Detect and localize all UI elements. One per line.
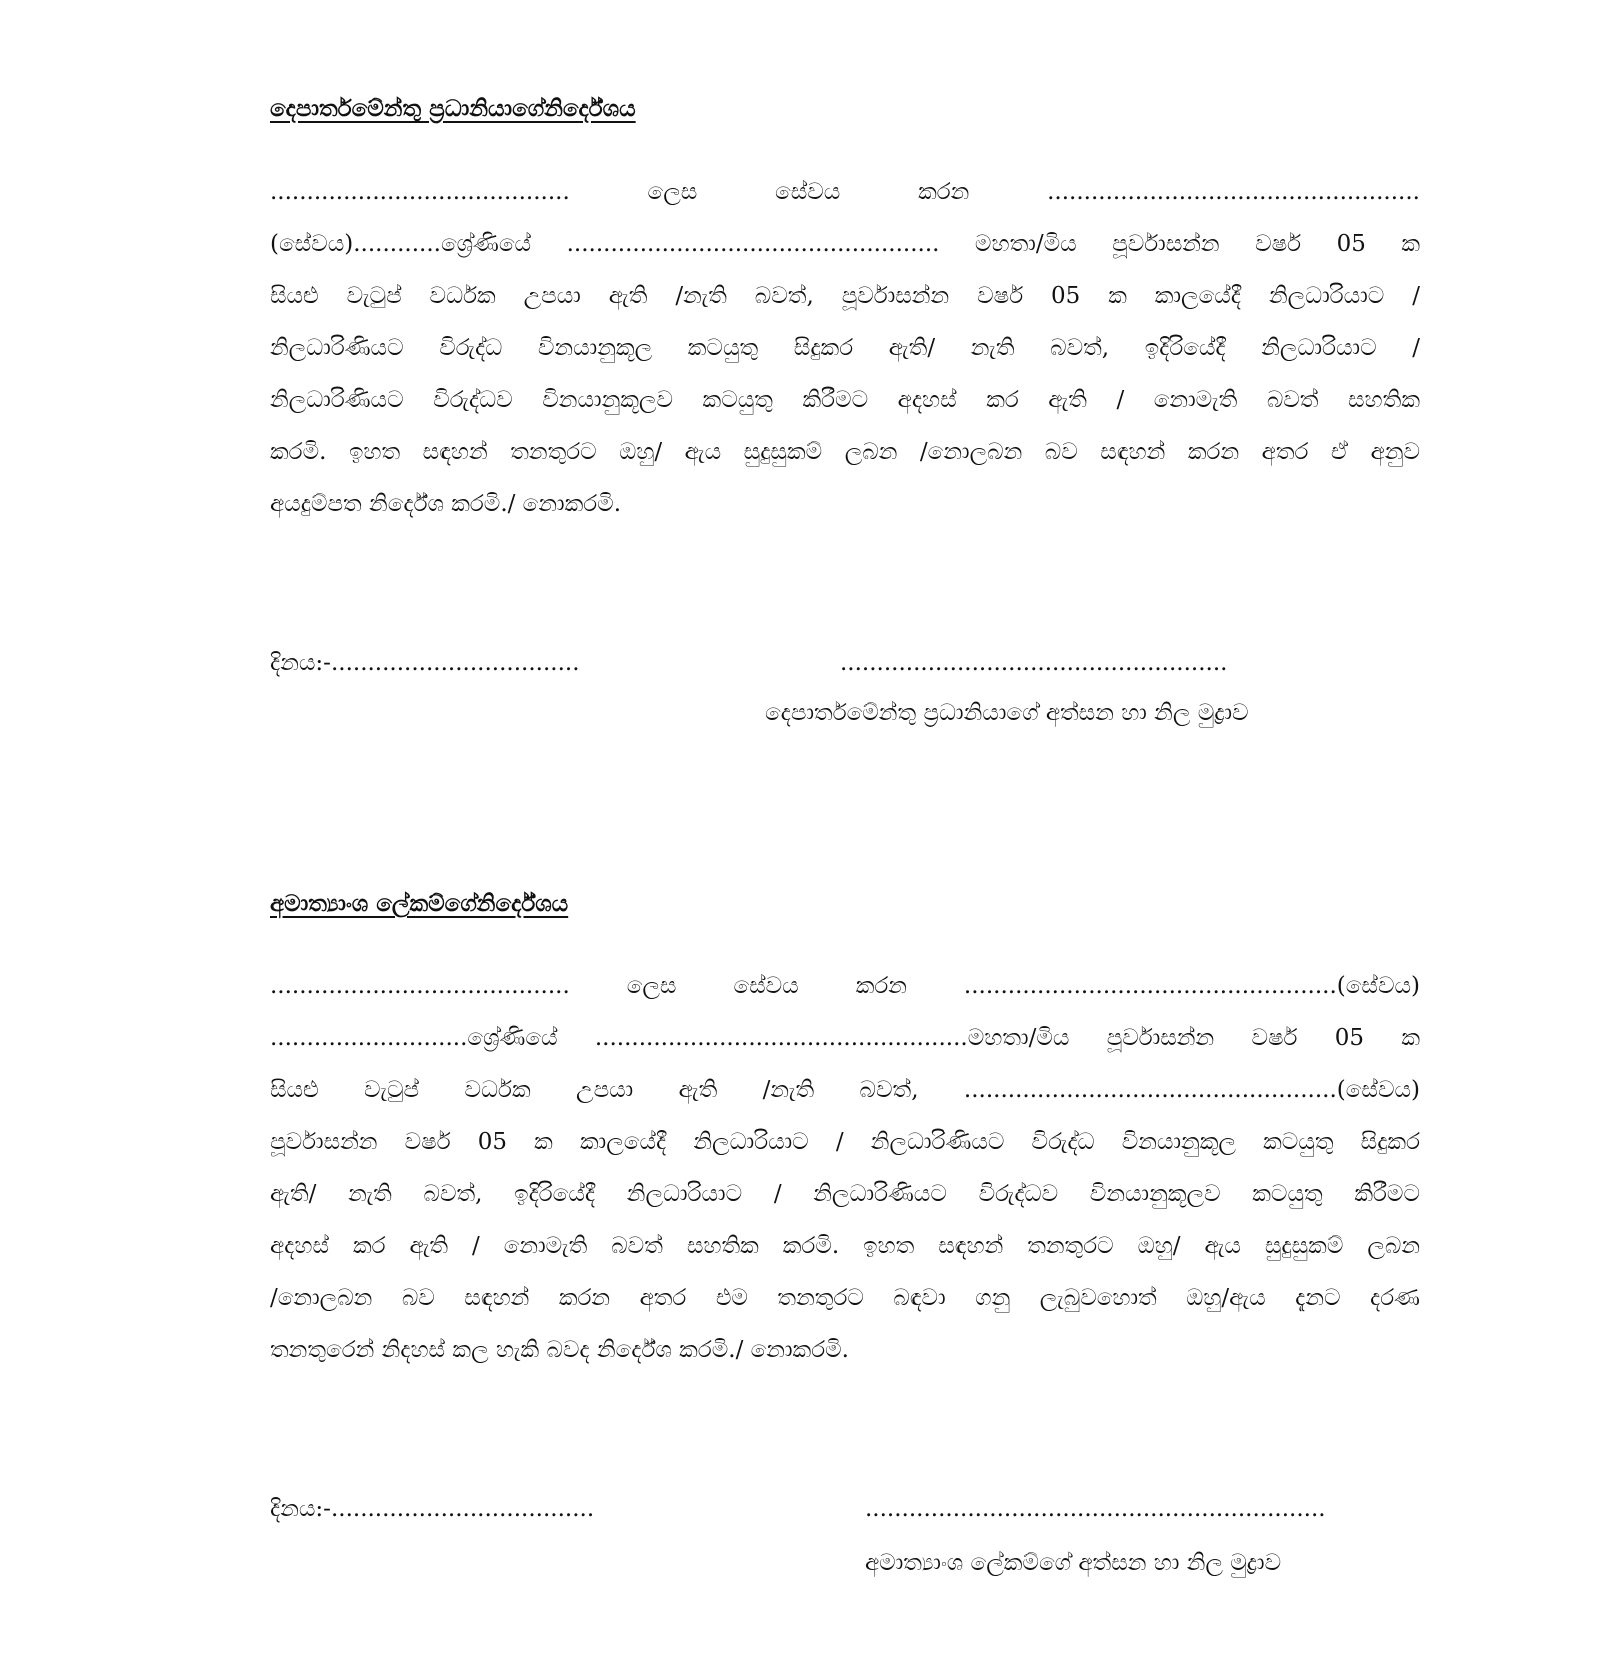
section1-line-4: නිලධාරිණියට විරුද්ධ විනයානුකූල කටයුතු සිදුකර ඇති/ නැති බවත්, ඉදිරියේදී නිලධාරියාට / <box>270 335 1420 361</box>
section2-line-7: /නොලබන බව සඳහන් කරන අතර එම තනතුරට බඳවා ගනු ලැබුවහොත් ඔහු/ඇය දැනට දරණ <box>270 1285 1420 1311</box>
section2-signature-line: ............................................................... <box>865 1496 1326 1522</box>
section2-line-6: අදහස් කර ඇති / නොමැති බවත් සහතික කරමි. ඉහත සඳහන් තනතුරට ඔහු/ ඇය සුදුසුකම් ලබන <box>270 1233 1420 1259</box>
section2-line-5: ඇති/ නැති බවත්, ඉදිරියේදී නිලධාරියාට / නිලධාරිණියට විරුද්ධව විනයානුකූලව කටයුතු කිරීමට <box>270 1181 1420 1207</box>
section2-paragraph <box>270 960 1420 1376</box>
section1-signature-line: ..................................................... <box>840 650 1228 676</box>
section1-line-1: ......................................... ලෙස සේවය කරන ................................................... <box>270 179 1420 205</box>
section2-line-4: පූර්වාසන්න වර්ෂ 05 ක කාලයේදී නිලධාරියාට / නිලධාරිණියට විරුද්ධ විනයානුකූල කටයුතු සිදුකර <box>270 1129 1420 1155</box>
section1-line-2: (සේවය)............ශ්‍රේණියේ ................................................... මහතා/මිය පූර්වාසන්න වර්ෂ 05 ක <box>270 231 1420 257</box>
section1-paragraph <box>270 166 1420 530</box>
section2-line-3: සියළු වැටුප් වර්ධක උපයා ඇති /නැති බවත්, ...................................................(සේවය) <box>270 1077 1420 1103</box>
section2-date-field: දිනය:-.................................... <box>270 1496 595 1522</box>
section2-line-1: ......................................... ලෙස සේවය කරන ...................................................(සේවය) <box>270 973 1420 999</box>
section1-line-6: කරමි. ඉහත සඳහන් තනතුරට ඔහු/ ඇය සුදුසුකම් ලබන /නොලබන බව සඳහන් කරන අතර ඒ අනුව <box>270 439 1420 465</box>
section1-date-field: දිනය:-.................................. <box>270 650 580 676</box>
section2-signature-label: අමාත්‍යාංශ ලේකම්ගේ අත්සන හා නිල මුද්‍රාව <box>865 1550 1282 1576</box>
section1-line-5: නිලධාරිණියට විරුද්ධව විනයානුකූලව කටයුතු කිරීමට අදහස් කර ඇති / නොමැති බවත් සහතික <box>270 387 1420 413</box>
section2-heading: අමාත්‍යාංශ ලේකම්ගේනිර්දේශය <box>270 890 569 917</box>
section2-line-8: තනතුරෙන් නිදහස් කල හැකි බවද නිර්දේශ කරමි./ නොකරමි. <box>270 1337 849 1363</box>
section1-line-3: සියළු වැටුප් වර්ධක උපයා ඇති /නැති බවත්, පූර්වාසන්න වර්ෂ 05 ක කාලයේදී නිලධාරියාට / <box>270 283 1420 309</box>
section2-line-2: ...........................ශ්‍රේණියේ ...................................................මහතා/මිය පූර්වාසන්න වර්ෂ 05 ක <box>270 1025 1420 1051</box>
section1-heading: දෙපාර්තමේන්තු ප්‍රධානියාගේනිර්දේශය <box>270 95 636 122</box>
section1-line-7: අයදුම්පත නිර්දේශ කරමි./ නොකරමි. <box>270 491 622 517</box>
section1-signature-label: දෙපාර්තමේන්තු ප්‍රධානියාගේ අත්සන හා නිල මුද්‍රාව <box>765 700 1249 726</box>
